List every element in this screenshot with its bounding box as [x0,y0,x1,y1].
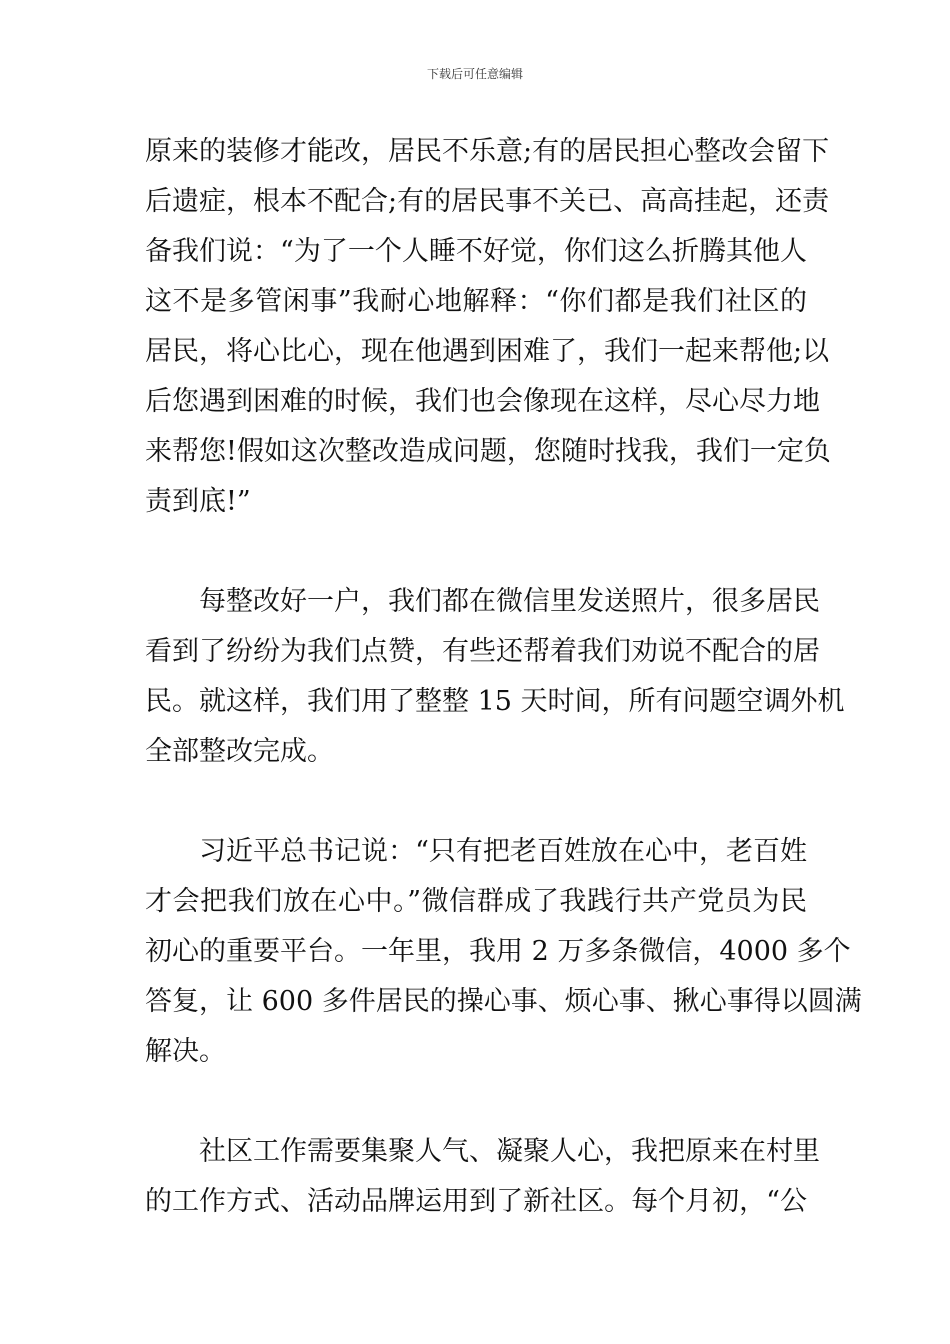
paragraph-1 [145,127,831,527]
text-line: 看到了纷纷为我们点赞，有些还帮着我们劝说不配合的居 [145,636,820,667]
paragraph-4 [145,1127,820,1227]
text-line: 居民，将心比心，现在他遇到困难了，我们一起来帮他;以 [145,336,830,367]
text-line: 民。就这样，我们用了整整 15 天时间，所有问题空调外机 [145,686,845,717]
text-line: 才会把我们放在心中。”微信群成了我践行共产党员为民 [145,886,807,917]
text-line: 答复，让 600 多件居民的操心事、烦心事、揪心事得以圆满 [145,986,862,1017]
text-line: 社区工作需要集聚人气、凝聚人心，我把原来在村里 [145,1136,820,1167]
text-line: 责到底!” [145,486,251,517]
text-line: 后遗症，根本不配合;有的居民事不关已、高高挂起，还责 [145,186,830,217]
text-line: 来帮您!假如这次整改造成问题，您随时找我，我们一定负 [145,436,831,467]
paragraph-gap [145,527,807,577]
text-line: 每整改好一户，我们都在微信里发送照片，很多居民 [145,586,820,617]
paragraph-gap [145,777,807,827]
text-line: 的工作方式、活动品牌运用到了新社区。每个月初，“公 [145,1186,807,1217]
text-line: 原来的装修才能改，居民不乐意;有的居民担心整改会留下 [145,136,830,167]
paragraph-3 [145,827,862,1077]
text-line: 解决。 [145,1036,226,1067]
text-line: 这不是多管闲事”我耐心地解释：“你们都是我们社区的 [145,286,807,317]
paragraph-2 [145,577,845,777]
document-body [145,127,862,1227]
paragraph-gap [145,1077,807,1127]
text-line: 备我们说：“为了一个人睡不好觉，你们这么折腾其他人 [145,236,807,267]
page-header-note: 下载后可任意编辑 [426,67,523,81]
text-line: 后您遇到困难的时候，我们也会像现在这样，尽心尽力地 [145,386,820,417]
text-line: 习近平总书记说：“只有把老百姓放在心中，老百姓 [145,836,807,867]
text-line: 初心的重要平台。一年里，我用 2 万多条微信，4000 多个 [145,936,851,967]
text-line: 全部整改完成。 [145,736,334,767]
